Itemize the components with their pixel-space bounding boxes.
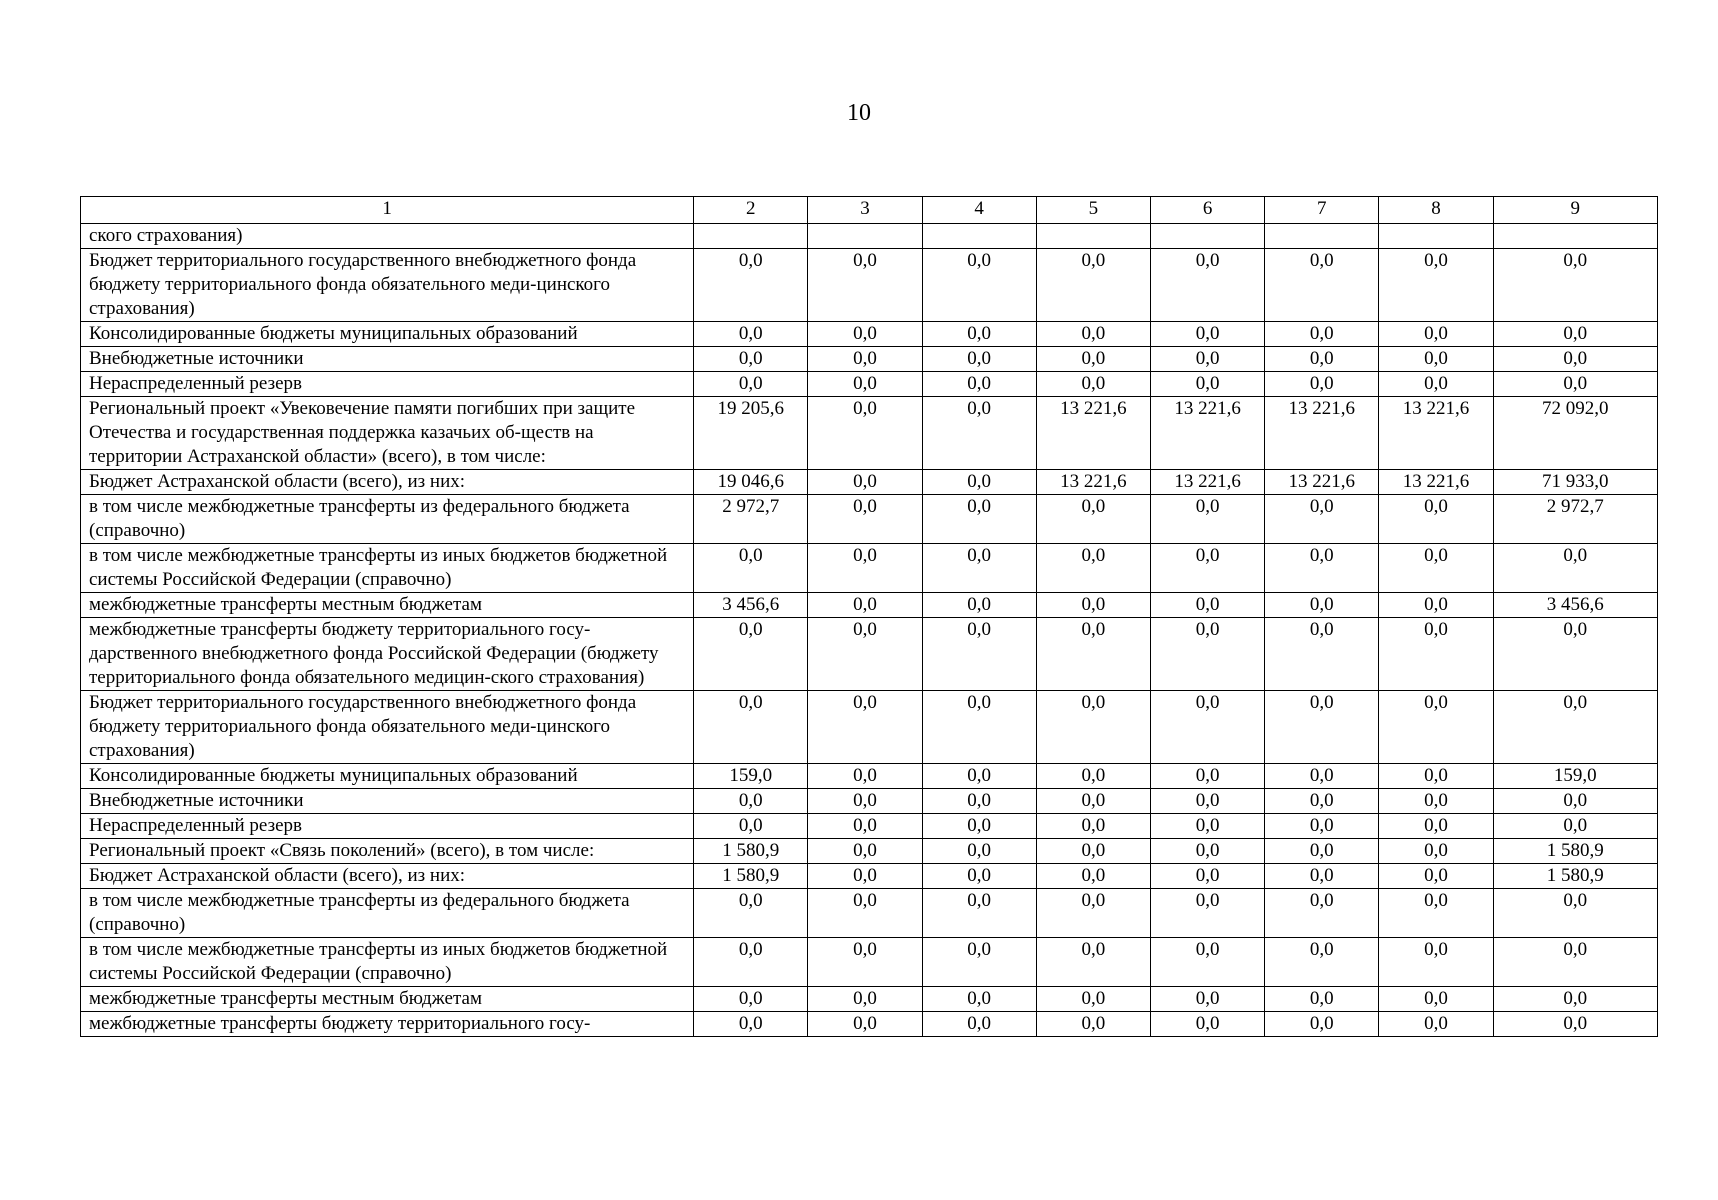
- value-cell: 0,0: [808, 1012, 922, 1037]
- value-cell: [1379, 224, 1493, 249]
- row-label: межбюджетные трансферты бюджету территориального госу-: [81, 1012, 694, 1037]
- value-cell: 0,0: [1036, 839, 1150, 864]
- value-cell: 0,0: [694, 322, 808, 347]
- value-cell: 0,0: [1150, 372, 1264, 397]
- table-row: [81, 322, 1658, 347]
- table-row: [81, 864, 1658, 889]
- value-cell: 0,0: [808, 249, 922, 322]
- value-cell: 0,0: [1265, 322, 1379, 347]
- value-cell: 13 221,6: [1379, 470, 1493, 495]
- value-cell: 0,0: [1265, 249, 1379, 322]
- value-cell: 1 580,9: [694, 839, 808, 864]
- column-header: 2: [694, 197, 808, 224]
- value-cell: 0,0: [1265, 347, 1379, 372]
- value-cell: 0,0: [1379, 1012, 1493, 1037]
- value-cell: 0,0: [1265, 544, 1379, 593]
- value-cell: 0,0: [694, 691, 808, 764]
- value-cell: 0,0: [1036, 764, 1150, 789]
- row-label: в том числе межбюджетные трансферты из федерального бюджета (справочно): [81, 889, 694, 938]
- row-label: межбюджетные трансферты местным бюджетам: [81, 987, 694, 1012]
- value-cell: 0,0: [922, 1012, 1036, 1037]
- value-cell: 0,0: [694, 372, 808, 397]
- value-cell: 0,0: [1379, 249, 1493, 322]
- value-cell: 13 221,6: [1150, 470, 1264, 495]
- value-cell: 0,0: [922, 987, 1036, 1012]
- value-cell: 0,0: [808, 347, 922, 372]
- value-cell: 0,0: [694, 1012, 808, 1037]
- value-cell: 0,0: [1036, 889, 1150, 938]
- value-cell: 2 972,7: [1493, 495, 1657, 544]
- value-cell: 0,0: [694, 618, 808, 691]
- value-cell: 0,0: [1036, 1012, 1150, 1037]
- value-cell: 0,0: [922, 249, 1036, 322]
- value-cell: 0,0: [922, 397, 1036, 470]
- column-header: 5: [1036, 197, 1150, 224]
- page-number: 10: [847, 100, 871, 126]
- value-cell: 0,0: [808, 938, 922, 987]
- value-cell: 0,0: [1265, 789, 1379, 814]
- column-header: 9: [1493, 197, 1657, 224]
- table-row: [81, 618, 1658, 691]
- column-header: 8: [1379, 197, 1493, 224]
- value-cell: 0,0: [922, 470, 1036, 495]
- row-label: в том числе межбюджетные трансферты из иных бюджетов бюджетной системы Российской Федерации (справочно): [81, 938, 694, 987]
- value-cell: 13 221,6: [1265, 397, 1379, 470]
- value-cell: 0,0: [808, 495, 922, 544]
- value-cell: 0,0: [1493, 347, 1657, 372]
- value-cell: 0,0: [1379, 372, 1493, 397]
- table-row: [81, 347, 1658, 372]
- value-cell: 0,0: [1036, 249, 1150, 322]
- value-cell: 19 205,6: [694, 397, 808, 470]
- value-cell: 0,0: [922, 322, 1036, 347]
- value-cell: 0,0: [922, 764, 1036, 789]
- row-label: Консолидированные бюджеты муниципальных образований: [81, 764, 694, 789]
- value-cell: 0,0: [694, 889, 808, 938]
- value-cell: 0,0: [1150, 987, 1264, 1012]
- row-label: Бюджет Астраханской области (всего), из них:: [81, 864, 694, 889]
- value-cell: 0,0: [808, 544, 922, 593]
- value-cell: 0,0: [1150, 691, 1264, 764]
- value-cell: 0,0: [922, 544, 1036, 593]
- value-cell: 0,0: [922, 789, 1036, 814]
- value-cell: 0,0: [1036, 987, 1150, 1012]
- value-cell: 0,0: [808, 839, 922, 864]
- value-cell: 0,0: [1036, 593, 1150, 618]
- value-cell: 0,0: [922, 864, 1036, 889]
- value-cell: 0,0: [1150, 495, 1264, 544]
- table-row: [81, 987, 1658, 1012]
- value-cell: 0,0: [1493, 938, 1657, 987]
- value-cell: 0,0: [1036, 789, 1150, 814]
- value-cell: 0,0: [1379, 938, 1493, 987]
- table-body: [81, 224, 1658, 1037]
- table-row: [81, 789, 1658, 814]
- value-cell: 0,0: [1150, 322, 1264, 347]
- table-row: [81, 224, 1658, 249]
- table-row: [81, 544, 1658, 593]
- value-cell: 0,0: [1265, 764, 1379, 789]
- value-cell: 0,0: [1150, 618, 1264, 691]
- value-cell: 0,0: [1493, 987, 1657, 1012]
- value-cell: 0,0: [808, 372, 922, 397]
- value-cell: 0,0: [1036, 495, 1150, 544]
- value-cell: 0,0: [808, 987, 922, 1012]
- value-cell: 0,0: [694, 544, 808, 593]
- value-cell: 13 221,6: [1036, 397, 1150, 470]
- value-cell: 0,0: [1379, 618, 1493, 691]
- column-header: 3: [808, 197, 922, 224]
- column-header: 7: [1265, 197, 1379, 224]
- value-cell: 0,0: [808, 397, 922, 470]
- value-cell: 0,0: [922, 889, 1036, 938]
- value-cell: 1 580,9: [694, 864, 808, 889]
- value-cell: [922, 224, 1036, 249]
- row-label: Нераспределенный резерв: [81, 372, 694, 397]
- row-label: в том числе межбюджетные трансферты из иных бюджетов бюджетной системы Российской Федерации (справочно): [81, 544, 694, 593]
- value-cell: [1036, 224, 1150, 249]
- value-cell: 0,0: [1150, 938, 1264, 987]
- value-cell: 0,0: [922, 839, 1036, 864]
- value-cell: 0,0: [1036, 322, 1150, 347]
- row-label: межбюджетные трансферты бюджету территориального госу-дарственного внебюджетного фонда Российской Федерации (бюджету территориального фонда обязательного медицин-ского страхования): [81, 618, 694, 691]
- value-cell: 13 221,6: [1379, 397, 1493, 470]
- value-cell: 0,0: [1379, 322, 1493, 347]
- value-cell: 0,0: [1379, 347, 1493, 372]
- value-cell: 0,0: [1265, 938, 1379, 987]
- table-row: [81, 593, 1658, 618]
- value-cell: 0,0: [1379, 593, 1493, 618]
- row-label: ского страхования): [81, 224, 694, 249]
- value-cell: 0,0: [1379, 839, 1493, 864]
- value-cell: 0,0: [1036, 544, 1150, 593]
- value-cell: 0,0: [1265, 495, 1379, 544]
- value-cell: 0,0: [1150, 764, 1264, 789]
- value-cell: 0,0: [1493, 249, 1657, 322]
- value-cell: 0,0: [1265, 864, 1379, 889]
- value-cell: 0,0: [1150, 839, 1264, 864]
- table-row: [81, 495, 1658, 544]
- value-cell: 0,0: [1493, 691, 1657, 764]
- value-cell: [1265, 224, 1379, 249]
- value-cell: 13 221,6: [1036, 470, 1150, 495]
- value-cell: 0,0: [808, 618, 922, 691]
- value-cell: 0,0: [694, 814, 808, 839]
- value-cell: 0,0: [1150, 249, 1264, 322]
- value-cell: 0,0: [922, 814, 1036, 839]
- value-cell: 0,0: [1265, 814, 1379, 839]
- value-cell: 0,0: [1036, 814, 1150, 839]
- row-label: Бюджет Астраханской области (всего), из них:: [81, 470, 694, 495]
- row-label: Нераспределенный резерв: [81, 814, 694, 839]
- value-cell: 0,0: [1265, 372, 1379, 397]
- value-cell: 13 221,6: [1150, 397, 1264, 470]
- value-cell: 0,0: [922, 495, 1036, 544]
- column-header: 4: [922, 197, 1036, 224]
- value-cell: 0,0: [808, 814, 922, 839]
- value-cell: 0,0: [1379, 864, 1493, 889]
- value-cell: 0,0: [1150, 889, 1264, 938]
- value-cell: 0,0: [1265, 889, 1379, 938]
- value-cell: 0,0: [1150, 814, 1264, 839]
- value-cell: 0,0: [808, 470, 922, 495]
- value-cell: 0,0: [1265, 618, 1379, 691]
- value-cell: 0,0: [922, 618, 1036, 691]
- row-label: Бюджет территориального государственного внебюджетного фонда бюджету территориального фонда обязательного меди-цинского страхования): [81, 249, 694, 322]
- value-cell: 3 456,6: [1493, 593, 1657, 618]
- value-cell: 0,0: [694, 249, 808, 322]
- value-cell: 159,0: [694, 764, 808, 789]
- value-cell: 0,0: [1493, 789, 1657, 814]
- table-row: [81, 839, 1658, 864]
- value-cell: 0,0: [1265, 839, 1379, 864]
- value-cell: 0,0: [1493, 1012, 1657, 1037]
- value-cell: 0,0: [1265, 1012, 1379, 1037]
- value-cell: 0,0: [1379, 495, 1493, 544]
- value-cell: 0,0: [1150, 1012, 1264, 1037]
- value-cell: 0,0: [1265, 987, 1379, 1012]
- value-cell: 0,0: [1493, 618, 1657, 691]
- value-cell: 0,0: [1379, 814, 1493, 839]
- value-cell: 19 046,6: [694, 470, 808, 495]
- value-cell: 0,0: [1493, 544, 1657, 593]
- budget-table: [80, 196, 1658, 1037]
- value-cell: 1 580,9: [1493, 839, 1657, 864]
- row-label: Консолидированные бюджеты муниципальных образований: [81, 322, 694, 347]
- value-cell: 0,0: [1036, 691, 1150, 764]
- column-header: 1: [81, 197, 694, 224]
- value-cell: 0,0: [1493, 814, 1657, 839]
- table-row: [81, 1012, 1658, 1037]
- value-cell: 0,0: [1036, 347, 1150, 372]
- table-row: [81, 814, 1658, 839]
- table-row: [81, 470, 1658, 495]
- value-cell: 2 972,7: [694, 495, 808, 544]
- value-cell: 71 933,0: [1493, 470, 1657, 495]
- value-cell: [808, 224, 922, 249]
- value-cell: 0,0: [922, 347, 1036, 372]
- row-label: в том числе межбюджетные трансферты из федерального бюджета (справочно): [81, 495, 694, 544]
- value-cell: 0,0: [694, 347, 808, 372]
- value-cell: 0,0: [808, 864, 922, 889]
- row-label: Региональный проект «Увековечение памяти погибших при защите Отечества и государственная поддержка казачьих об-ществ на территории Астраханской области» (всего), в том числе:: [81, 397, 694, 470]
- table-row: [81, 764, 1658, 789]
- table-row: [81, 938, 1658, 987]
- table-row: [81, 372, 1658, 397]
- value-cell: 0,0: [1379, 691, 1493, 764]
- value-cell: 0,0: [922, 372, 1036, 397]
- value-cell: 0,0: [1150, 864, 1264, 889]
- value-cell: 0,0: [1150, 544, 1264, 593]
- value-cell: 0,0: [1265, 593, 1379, 618]
- table-row: [81, 691, 1658, 764]
- value-cell: 0,0: [922, 938, 1036, 987]
- value-cell: 0,0: [922, 593, 1036, 618]
- value-cell: 0,0: [808, 322, 922, 347]
- value-cell: 0,0: [1036, 618, 1150, 691]
- value-cell: 159,0: [1493, 764, 1657, 789]
- table-row: [81, 397, 1658, 470]
- value-cell: 0,0: [1150, 593, 1264, 618]
- value-cell: 0,0: [1379, 544, 1493, 593]
- row-label: Внебюджетные источники: [81, 789, 694, 814]
- value-cell: 0,0: [1379, 889, 1493, 938]
- value-cell: 1 580,9: [1493, 864, 1657, 889]
- value-cell: 0,0: [1150, 347, 1264, 372]
- value-cell: 0,0: [694, 938, 808, 987]
- row-label: Внебюджетные источники: [81, 347, 694, 372]
- value-cell: 0,0: [694, 987, 808, 1012]
- row-label: Бюджет территориального государственного внебюджетного фонда бюджету территориального фонда обязательного меди-цинского страхования): [81, 691, 694, 764]
- value-cell: [1150, 224, 1264, 249]
- value-cell: [694, 224, 808, 249]
- table-row: [81, 889, 1658, 938]
- value-cell: 0,0: [1150, 789, 1264, 814]
- value-cell: 0,0: [922, 691, 1036, 764]
- table-row: [81, 249, 1658, 322]
- column-number-row: [81, 197, 1658, 224]
- value-cell: 0,0: [808, 764, 922, 789]
- column-header: 6: [1150, 197, 1264, 224]
- value-cell: 0,0: [694, 789, 808, 814]
- value-cell: 0,0: [1379, 764, 1493, 789]
- value-cell: 0,0: [1379, 987, 1493, 1012]
- row-label: Региональный проект «Связь поколений» (всего), в том числе:: [81, 839, 694, 864]
- value-cell: 0,0: [808, 789, 922, 814]
- value-cell: 0,0: [808, 691, 922, 764]
- value-cell: 0,0: [1036, 938, 1150, 987]
- value-cell: 72 092,0: [1493, 397, 1657, 470]
- value-cell: 0,0: [1036, 372, 1150, 397]
- value-cell: 0,0: [1036, 864, 1150, 889]
- value-cell: 3 456,6: [694, 593, 808, 618]
- value-cell: 0,0: [808, 889, 922, 938]
- row-label: межбюджетные трансферты местным бюджетам: [81, 593, 694, 618]
- value-cell: 0,0: [1379, 789, 1493, 814]
- value-cell: 0,0: [1265, 691, 1379, 764]
- value-cell: 0,0: [1493, 889, 1657, 938]
- value-cell: 0,0: [808, 593, 922, 618]
- value-cell: 0,0: [1493, 322, 1657, 347]
- value-cell: [1493, 224, 1657, 249]
- value-cell: 0,0: [1493, 372, 1657, 397]
- value-cell: 13 221,6: [1265, 470, 1379, 495]
